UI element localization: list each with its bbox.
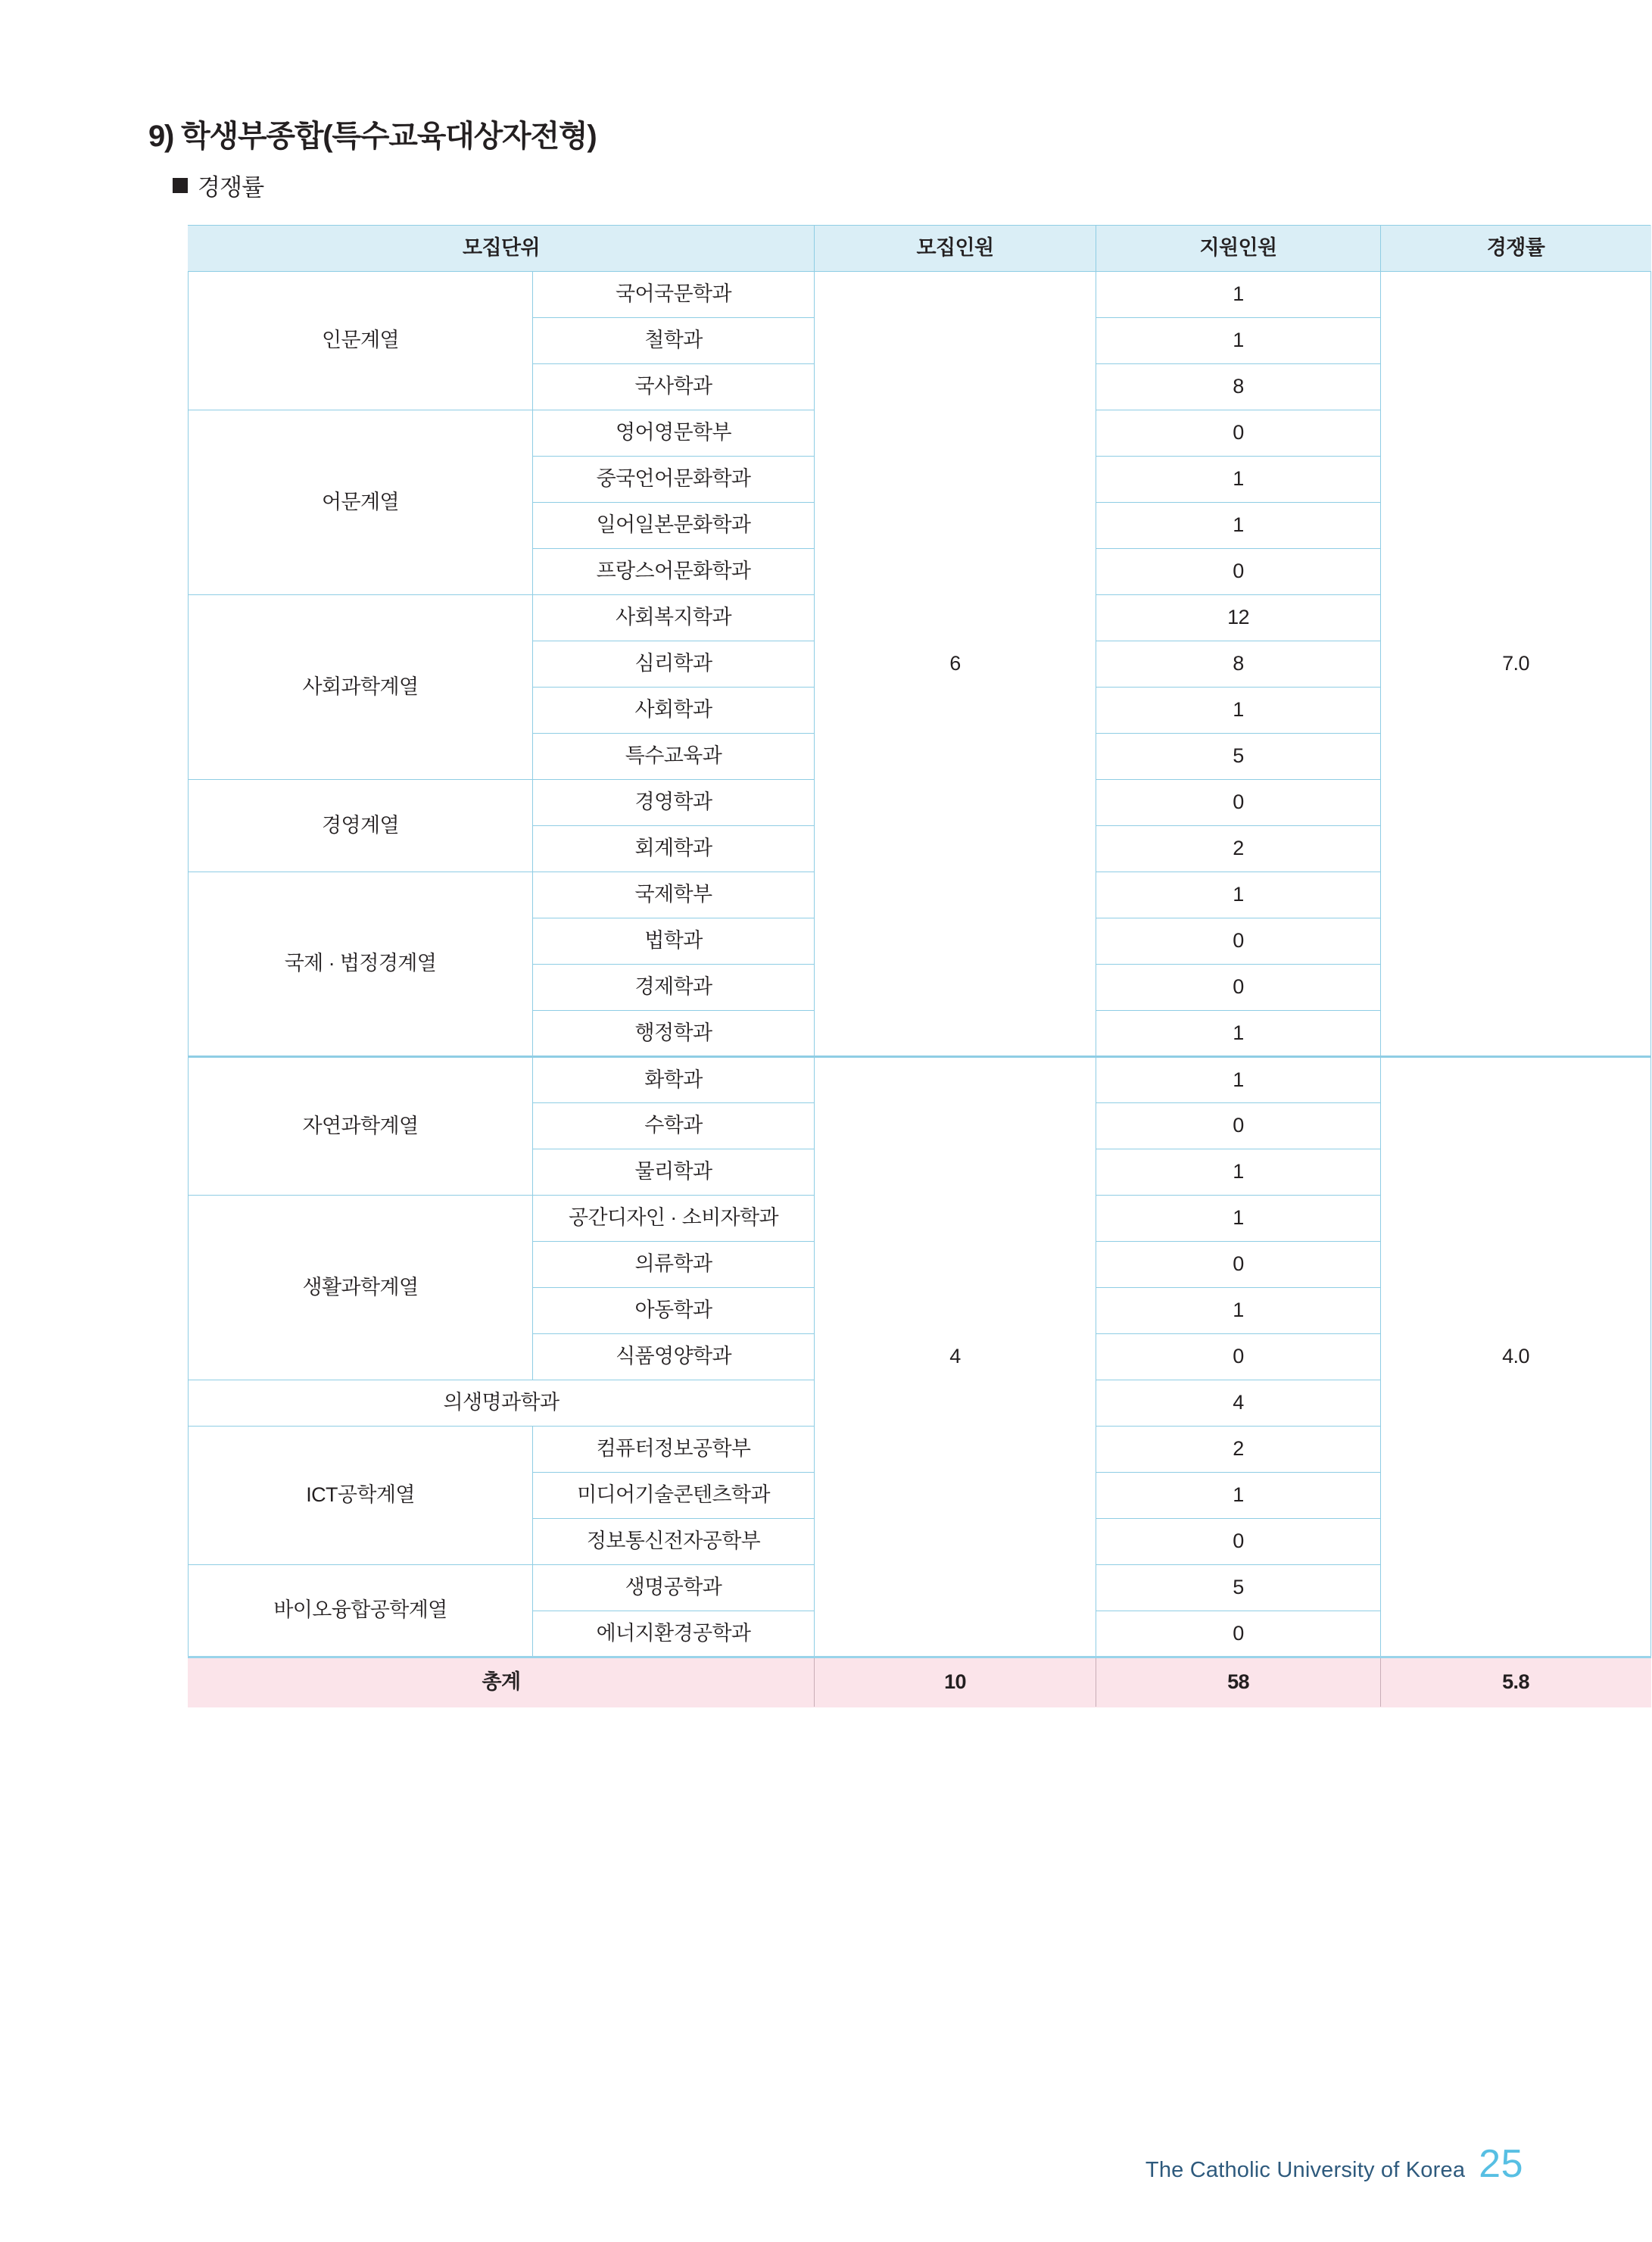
total-rate: 5.8 [1381, 1657, 1651, 1707]
cell-program: 국제학부 [533, 872, 815, 918]
cell-program: 경제학과 [533, 965, 815, 1011]
cell-applicants: 1 [1096, 688, 1381, 734]
cell-program: 수학과 [533, 1103, 815, 1149]
cell-program: 행정학과 [533, 1011, 815, 1057]
cell-program: 일어일본문화학과 [533, 503, 815, 549]
table-row [189, 1057, 1651, 1103]
cell-program: 정보통신전자공학부 [533, 1519, 815, 1565]
cell-program: 국어국문학과 [533, 272, 815, 318]
cell-quota: 6 [815, 272, 1096, 1057]
total-label: 총계 [189, 1657, 815, 1707]
column-header-quota: 모집인원 [815, 226, 1096, 272]
cell-quota: 4 [815, 1057, 1096, 1657]
cell-applicants: 2 [1096, 1427, 1381, 1473]
cell-program: 심리학과 [533, 641, 815, 688]
table-body [189, 272, 1651, 1707]
table-row [189, 272, 1651, 318]
cell-program: 영어영문학부 [533, 410, 815, 457]
cell-program: 물리학과 [533, 1149, 815, 1196]
cell-applicants: 1 [1096, 272, 1381, 318]
cell-applicants: 1 [1096, 1011, 1381, 1057]
cell-applicants: 0 [1096, 1103, 1381, 1149]
column-header-applicants: 지원인원 [1096, 226, 1381, 272]
cell-program: 특수교육과 [533, 734, 815, 780]
cell-competition-rate: 4.0 [1381, 1057, 1651, 1657]
competition-ratio-table [188, 225, 1651, 1707]
cell-applicants: 1 [1096, 503, 1381, 549]
table-header [189, 226, 1651, 272]
cell-applicants: 0 [1096, 1611, 1381, 1657]
cell-applicants: 0 [1096, 1334, 1381, 1380]
cell-applicants: 1 [1096, 872, 1381, 918]
subsection-heading [173, 168, 263, 202]
cell-applicants: 0 [1096, 549, 1381, 595]
cell-applicants: 12 [1096, 595, 1381, 641]
square-bullet-icon [173, 178, 188, 193]
cell-category: 인문계열 [189, 272, 533, 410]
cell-applicants: 1 [1096, 1149, 1381, 1196]
competition-table-wrapper [188, 225, 1545, 1707]
cell-applicants: 1 [1096, 1288, 1381, 1334]
cell-program: 공간디자인 · 소비자학과 [533, 1196, 815, 1242]
cell-category: 자연과학계열 [189, 1057, 533, 1196]
page-footer [1145, 2141, 1523, 2187]
cell-program: 미디어기술콘텐츠학과 [533, 1473, 815, 1519]
cell-applicants: 0 [1096, 918, 1381, 965]
cell-recruitment-unit: 의생명과학과 [189, 1380, 815, 1427]
cell-category: 국제 · 법정경계열 [189, 872, 533, 1057]
cell-program: 철학과 [533, 318, 815, 364]
cell-applicants: 1 [1096, 1057, 1381, 1103]
subsection-title: 경쟁률 [198, 174, 264, 201]
header-row [189, 226, 1651, 272]
cell-applicants: 8 [1096, 364, 1381, 410]
cell-program: 화학과 [533, 1057, 815, 1103]
cell-applicants: 5 [1096, 1565, 1381, 1611]
column-header-rate: 경쟁률 [1381, 226, 1651, 272]
cell-applicants: 0 [1096, 965, 1381, 1011]
cell-program: 경영학과 [533, 780, 815, 826]
cell-applicants: 1 [1096, 318, 1381, 364]
cell-applicants: 5 [1096, 734, 1381, 780]
cell-category: ICT공학계열 [189, 1427, 533, 1565]
cell-applicants: 8 [1096, 641, 1381, 688]
cell-program: 식품영양학과 [533, 1334, 815, 1380]
cell-program: 의류학과 [533, 1242, 815, 1288]
cell-applicants: 0 [1096, 1242, 1381, 1288]
cell-applicants: 2 [1096, 826, 1381, 872]
cell-program: 회계학과 [533, 826, 815, 872]
cell-program: 중국언어문화학과 [533, 457, 815, 503]
cell-applicants: 1 [1096, 457, 1381, 503]
cell-program: 아동학과 [533, 1288, 815, 1334]
cell-applicants: 0 [1096, 1519, 1381, 1565]
total-quota: 10 [815, 1657, 1096, 1707]
cell-applicants: 1 [1096, 1473, 1381, 1519]
cell-applicants: 1 [1096, 1196, 1381, 1242]
cell-applicants: 0 [1096, 410, 1381, 457]
cell-program: 국사학과 [533, 364, 815, 410]
footer-page-number: 25 [1479, 2142, 1523, 2186]
cell-applicants: 4 [1096, 1380, 1381, 1427]
cell-program: 프랑스어문화학과 [533, 549, 815, 595]
column-header-unit: 모집단위 [189, 226, 815, 272]
total-applicants: 58 [1096, 1657, 1381, 1707]
table-total-row [189, 1657, 1651, 1707]
page-title: 9) 학생부종합(특수교육대상자전형) [148, 120, 597, 153]
cell-category: 생활과학계열 [189, 1196, 533, 1380]
cell-program: 생명공학과 [533, 1565, 815, 1611]
cell-category: 어문계열 [189, 410, 533, 595]
cell-category: 바이오융합공학계열 [189, 1565, 533, 1657]
cell-program: 법학과 [533, 918, 815, 965]
cell-program: 사회학과 [533, 688, 815, 734]
cell-program: 에너지환경공학과 [533, 1611, 815, 1657]
cell-program: 사회복지학과 [533, 595, 815, 641]
cell-program: 컴퓨터정보공학부 [533, 1427, 815, 1473]
cell-applicants: 0 [1096, 780, 1381, 826]
cell-competition-rate: 7.0 [1381, 272, 1651, 1057]
cell-category: 사회과학계열 [189, 595, 533, 780]
cell-category: 경영계열 [189, 780, 533, 872]
footer-university-name: The Catholic University of Korea [1145, 2158, 1466, 2182]
